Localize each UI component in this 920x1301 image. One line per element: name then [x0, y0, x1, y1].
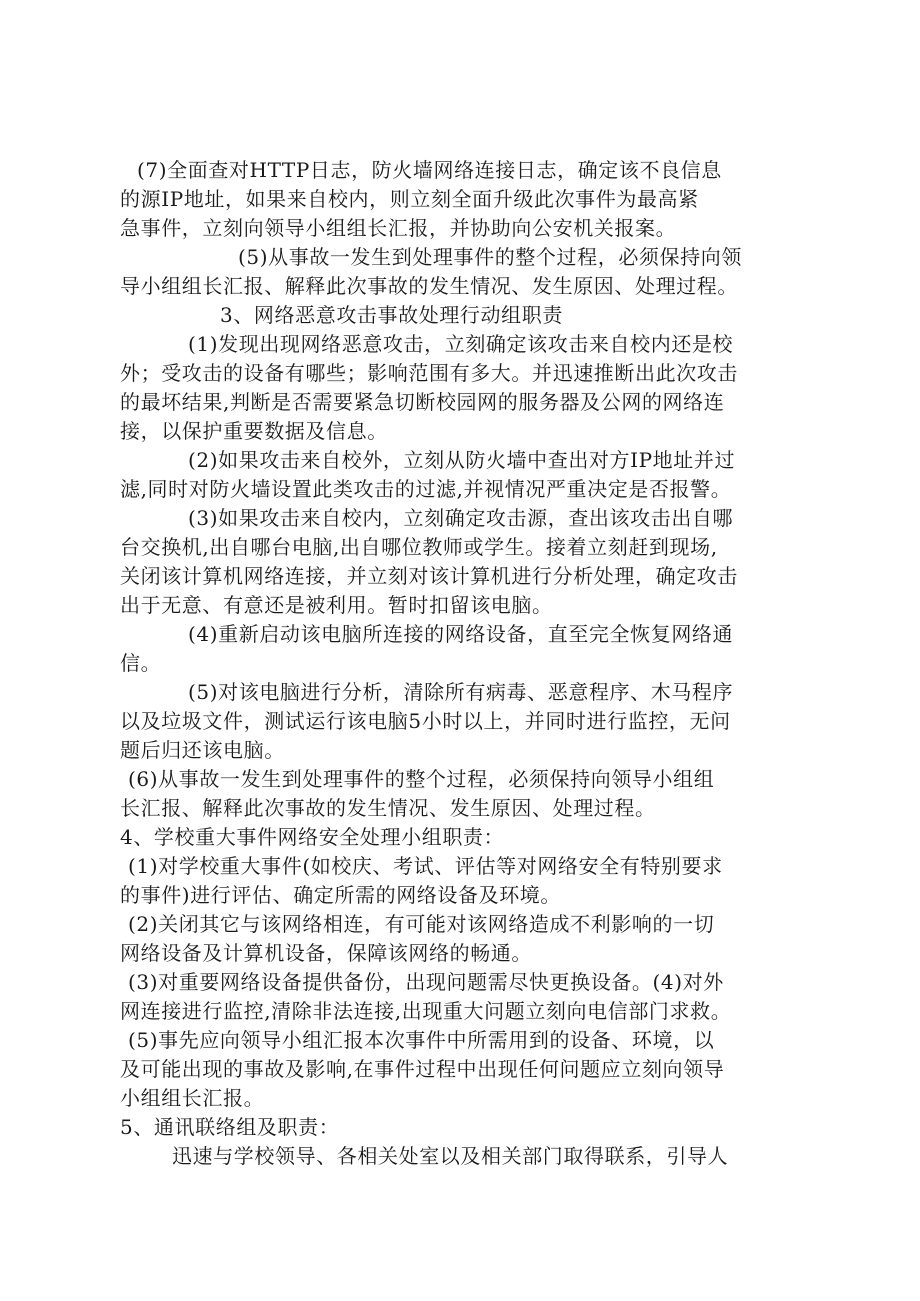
- text-line-20: 以及垃圾文件，测试运行该电脑5小时以上，并同时进行监控，无问: [120, 709, 731, 733]
- text-line-1: (7)全面查对HTTP日志，防火墙网络连接日志，确定该不良信息: [137, 158, 722, 182]
- text-line-25: (1)对学校重大事件(如校庆、考试、评估等对网络安全有特别要求: [128, 854, 723, 878]
- text-line-21: 题后归还该电脑。: [120, 738, 285, 762]
- text-line-23: 长汇报、解释此次事故的发生情况、发生原因、处理过程。: [120, 796, 656, 820]
- text-line-10: 接，以保护重要数据及信息。: [120, 419, 388, 443]
- text-line-16: 出于无意、有意还是被利用。暂时扣留该电脑。: [120, 593, 553, 617]
- text-line-19: (5)对该电脑进行分析，清除所有病毒、恶意程序、木马程序: [188, 680, 734, 704]
- text-line-32: 及可能出现的事故及影响,在事件过程中出现任何问题应立刻向领导: [120, 1057, 725, 1081]
- text-line-31: (5)事先应向领导小组汇报本次事件中所需用到的设备、环境，以: [128, 1028, 715, 1052]
- text-line-3: 急事件，立刻向领导小组组长汇报，并协助向公安机关报案。: [120, 216, 677, 240]
- text-line-13: (3)如果攻击来自校内，立刻确定攻击源，查出该攻击出自哪: [188, 506, 734, 530]
- text-line-26: 的事件)进行评估、确定所需的网络设备及环境。: [120, 883, 562, 907]
- text-line-9: 的最坏结果,判断是否需要紧急切断校园网的服务器及公网的网络连: [120, 390, 725, 414]
- section-heading-4: 4、学校重大事件网络安全处理小组职责：: [120, 825, 505, 849]
- text-line-27: (2)关闭其它与该网络相连，有可能对该网络造成不利影响的一切: [128, 912, 715, 936]
- text-line-30: 网连接进行监控,清除非法连接,出现重大问题立刻向电信部门求救。: [120, 999, 732, 1023]
- text-line-2: 的源IP地址，如果来自校内，则立刻全面升级此次事件为最高紧: [120, 187, 699, 211]
- text-line-33: 小组组长汇报。: [120, 1086, 265, 1110]
- text-line-28: 网络设备及计算机设备，保障该网络的畅通。: [120, 941, 532, 965]
- section-heading-3: 3、网络恶意攻击事故处理行动组职责: [220, 303, 563, 327]
- text-line-35: 迅速与学校领导、各相关处室以及相关部门取得联系，引导人: [172, 1144, 729, 1168]
- text-line-7: (1)发现出现网络恶意攻击，立刻确定该攻击来自校内还是校: [188, 332, 734, 356]
- text-line-5: 导小组组长汇报、解释此次事故的发生情况、发生原因、处理过程。: [120, 274, 738, 298]
- text-line-4: (5)从事故一发生到处理事件的整个过程，必须保持向领: [238, 245, 742, 269]
- text-line-18: 信。: [120, 651, 162, 675]
- text-line-29: (3)对重要网络设备提供备份，出现问题需尽快更换设备。(4)对外: [128, 970, 724, 994]
- text-line-12: 滤,同时对防火墙设置此类攻击的过滤,并视情况严重决定是否报警。: [120, 477, 732, 501]
- text-line-14: 台交换机,出自哪台电脑,出自哪位教师或学生。接着立刻赶到现场,: [120, 535, 718, 559]
- text-line-11: (2)如果攻击来自校外，立刻从防火墙中查出对方IP地址并过: [188, 448, 736, 472]
- section-heading-5: 5、通讯联络组及职责：: [120, 1115, 340, 1139]
- text-line-8: 外；受攻击的设备有哪些；影响范围有多大。并迅速推断出此次攻击: [120, 361, 738, 385]
- text-line-15: 关闭该计算机网络连接，并立刻对该计算机进行分析处理，确定攻击: [120, 564, 738, 588]
- text-line-22: (6)从事故一发生到处理事件的整个过程，必须保持向领导小组组: [128, 767, 715, 791]
- text-line-17: (4)重新启动该电脑所连接的网络设备，直至完全恢复网络通: [188, 622, 734, 646]
